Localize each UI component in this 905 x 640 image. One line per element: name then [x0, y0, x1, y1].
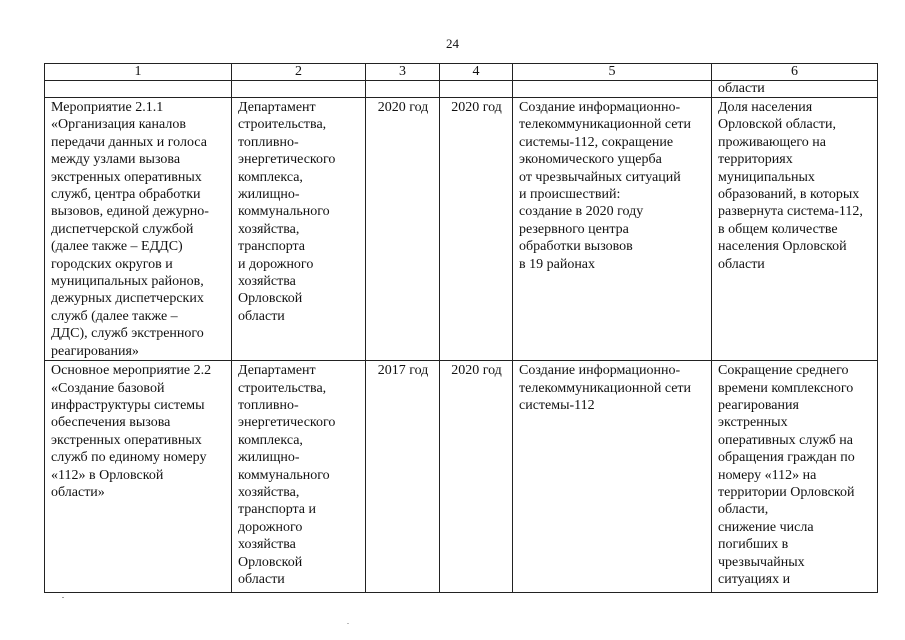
end-year-cell: 2020 год [440, 361, 513, 593]
header-cell: 3 [366, 64, 440, 81]
page-number: 24 [446, 36, 459, 51]
header-cell: 5 [513, 64, 712, 81]
header-cell: 1 [45, 64, 232, 81]
end-year-cell: 2020 год [440, 98, 513, 361]
table-cell [513, 81, 712, 98]
measures-table [44, 63, 878, 593]
table-row [45, 98, 878, 361]
table-cell [232, 81, 366, 98]
executor-cell: Департамент строительства, топливно- энергетического комплекса, жилищно- коммунального хозяйства, транспорта и дорожного хозяйства Орловской области [232, 98, 366, 361]
start-year-cell: 2017 год [366, 361, 440, 593]
table-row [45, 361, 878, 593]
measure-name-cell: Основное мероприятие 2.2 «Создание базовой инфраструктуры системы обеспечения вызова экстренных оперативных служб по единому номеру «112» в Орловской области» [45, 361, 232, 593]
start-year-cell: 2020 год [366, 98, 440, 361]
header-cell: 4 [440, 64, 513, 81]
executor-cell: Департамент строительства, топливно- энергетического комплекса, жилищно- коммунального хозяйства, транспорта и дорожного хозяйства Орловской области [232, 361, 366, 593]
header-cell: 6 [712, 64, 878, 81]
table-cell [440, 81, 513, 98]
table-cell: области [712, 81, 878, 98]
table-cell [366, 81, 440, 98]
result-cell: Создание информационно- телекоммуникационной сети системы-112, сокращение экономического ущерба от чрезвычайных ситуаций и происшествий: создание в 2020 году резервного центра обработки вызовов в 19 районах [513, 98, 712, 361]
result-cell: Создание информационно- телекоммуникационной сети системы-112 [513, 361, 712, 593]
indicator-cell: Доля населения Орловской области, проживающего на территориях муниципальных образований, в которых развернута система-112, в общем количестве населения Орловской области [712, 98, 878, 361]
indicator-cell: Сокращение среднего времени комплексного реагирования экстренных оперативных служб на обращения граждан по номеру «112» на территории Орловской области, снижение числа погибших в чрезвычайных ситуациях и [712, 361, 878, 593]
scan-speck [62, 597, 64, 598]
table-cell [45, 81, 232, 98]
header-row [45, 64, 878, 81]
measure-name-cell: Мероприятие 2.1.1 «Организация каналов передачи данных и голоса между узлами вызова экстренных оперативных служб, центра обработки вызовов, единой дежурно- диспетчерской службой (далее также – ЕДДС) городских округов и муниципальных районов, дежурных диспетчерских служб (далее также – ДДС), служб экстренного реагирования» [45, 98, 232, 361]
continuation-row [45, 81, 878, 98]
header-cell: 2 [232, 64, 366, 81]
scan-speck [347, 623, 349, 624]
